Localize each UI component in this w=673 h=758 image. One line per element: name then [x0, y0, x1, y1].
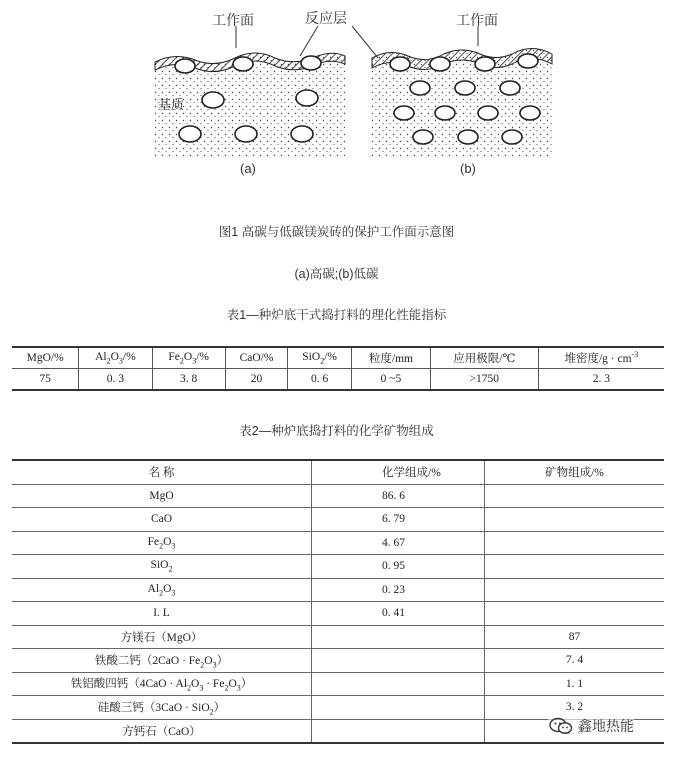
table1-properties	[12, 346, 664, 391]
table2-chem-cell: 4. 67	[312, 531, 485, 555]
table1-cell: 0 ~5	[352, 369, 431, 391]
table2-chem-cell	[312, 625, 485, 649]
table2-mineral-cell	[485, 484, 665, 508]
table2-name-cell: $Al_2O_3$	[12, 578, 312, 602]
leader-line-reaction-a	[300, 26, 318, 56]
table1-header-density: 堆密度$/g \cdot cm^{-3}$	[538, 347, 664, 369]
table1-header-cao: CaO/%	[225, 347, 287, 369]
label-reaction-layer: 反应层	[305, 10, 347, 26]
table1-cell: >1750	[430, 369, 538, 391]
table2-name-cell: 铁酸二钙$(2CaO \cdot Fe_2O_3)$	[12, 649, 312, 673]
protective-work-face-diagram	[0, 0, 673, 200]
table2-name-cell: MgO	[12, 484, 312, 508]
table2-name-cell: $Fe_2O_3$	[12, 531, 312, 555]
table-row	[12, 484, 664, 508]
table2-name-cell: CaO	[12, 508, 312, 532]
table-row	[12, 578, 664, 602]
table2-chem-cell: 0. 95	[312, 555, 485, 579]
table1-header-limit: 应用极限/℃	[430, 347, 538, 369]
label-matrix: 基质	[158, 97, 185, 112]
table1-header-fe2o3: $Fe_2O_3/\%$	[152, 347, 225, 369]
table1-header-granularity: 粒度/mm	[352, 347, 431, 369]
table1-header-row	[12, 347, 664, 369]
diagram-b-block	[372, 48, 552, 158]
figure-subcaption: (a)高碳;(b)低碳	[294, 267, 379, 281]
table-row	[12, 649, 664, 673]
table1-cell: 0. 3	[79, 369, 152, 391]
table2-header-row	[12, 460, 664, 484]
table2-chem-cell: 0. 41	[312, 602, 485, 626]
table2-chem-cell: 6. 79	[312, 508, 485, 532]
table2-mineral-cell: 87	[485, 625, 665, 649]
table2-chem-cell	[312, 649, 485, 673]
table2-name-cell: 硅酸三钙（3CaO · SiO$_2$）	[12, 696, 312, 720]
table2-mineral-cell	[485, 531, 665, 555]
table2-name-cell: I. L	[12, 602, 312, 626]
table2-chem-cell	[312, 719, 485, 743]
watermark	[548, 716, 634, 736]
table2-mineral-cell: 3. 2	[485, 696, 665, 720]
table2-mineral-cell	[485, 555, 665, 579]
table-row	[12, 508, 664, 532]
label-b: (b)	[460, 161, 476, 176]
table1-cell: 0. 6	[288, 369, 352, 391]
table-row	[12, 625, 664, 649]
table2-mineral-cell	[485, 602, 665, 626]
table2-name-cell: 方镁石（MgO）	[12, 625, 312, 649]
table1-cell: 3. 8	[152, 369, 225, 391]
label-a: (a)	[240, 161, 256, 176]
table1-cell: 75	[12, 369, 79, 391]
table1-cell: 2. 3	[538, 369, 664, 391]
table2-header-mineral: 矿物组成/%	[485, 460, 665, 484]
leader-line-reaction-b	[352, 26, 378, 58]
table2-title: 表2—种炉底捣打料的化学矿物组成	[239, 424, 434, 438]
table1-value-row	[12, 369, 664, 391]
figure-caption: 图1 高碳与低碳镁炭砖的保护工作面示意图	[218, 225, 455, 239]
table2-name-cell: SiO$_2$	[12, 555, 312, 579]
table2-header-name: 名 称	[12, 460, 312, 484]
table2-chem-cell	[312, 696, 485, 720]
table2-mineral-cell	[485, 578, 665, 602]
table1-header-sio2: SiO$_2$/%	[288, 347, 352, 369]
table2-chem-cell	[312, 672, 485, 696]
table1-title: 表1—种炉底干式捣打料的理化性能指标	[226, 308, 447, 322]
table2-mineral-cell: 7. 4	[485, 649, 665, 673]
watermark-text: 鑫地热能	[578, 718, 634, 734]
diagram-svg	[0, 0, 673, 200]
table-row	[12, 672, 664, 696]
table2-header-chem: 化学组成/%	[312, 460, 485, 484]
table2-name-cell: 方钙石（CaO）	[12, 719, 312, 743]
table1-header-al2o3: $Al_2O_3/\%$	[79, 347, 152, 369]
table1-cell: 20	[225, 369, 287, 391]
table2-composition	[12, 459, 664, 744]
table-row	[12, 602, 664, 626]
wechat-logo-icon	[548, 716, 574, 736]
table2-mineral-cell: 1. 1	[485, 672, 665, 696]
table2-chem-cell: 86. 6	[312, 484, 485, 508]
table2-chem-cell: 0. 23	[312, 578, 485, 602]
table-row	[12, 531, 664, 555]
table2-name-cell: 铁铝酸四钙$(4CaO \cdot Al_2O_3 \cdot Fe_2O_3)$	[12, 672, 312, 696]
label-work-face-right: 工作面	[456, 12, 498, 28]
table-row	[12, 555, 664, 579]
table2-mineral-cell	[485, 508, 665, 532]
table1-header-mgo: MgO/%	[12, 347, 79, 369]
label-work-face-left: 工作面	[212, 12, 254, 28]
